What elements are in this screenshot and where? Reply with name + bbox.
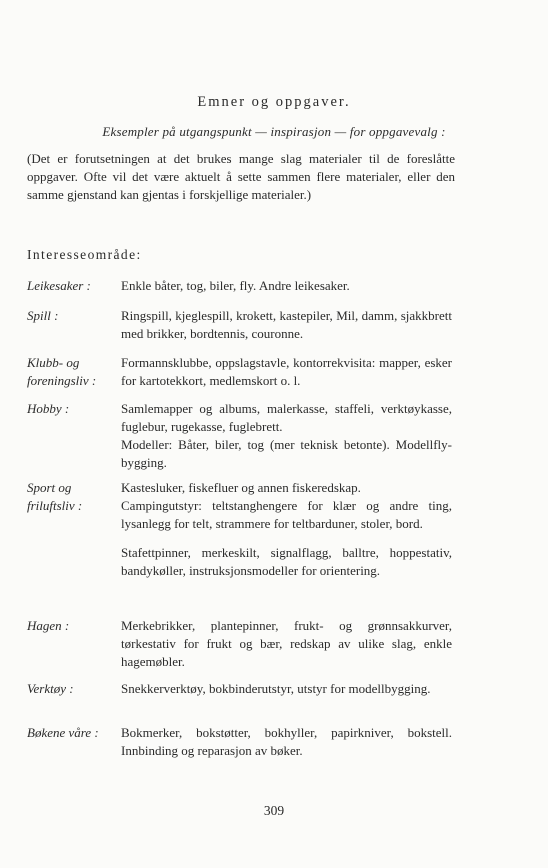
page-subheading: Eksempler på utgangspunkt — inspirasjon — for oppgavevalg :	[102, 124, 446, 139]
entry-paragraph: Modeller: Båter, biler, tog (mer teknisk betonte). Modellfly-bygging.	[121, 437, 452, 470]
entry-paragraph: Merkebrikker, plantepinner, frukt- og grønnsakkurver, tørkestativ for frukt og bær, redskap av ulike slag, enkle hagemøbler.	[121, 618, 452, 669]
page-heading: Emner og oppgaver.	[197, 94, 351, 110]
entry-content	[121, 307, 452, 343]
entry-paragraph: Bokmerker, bokstøtter, bokhyller, papirkniver, bokstell. Innbinding og reparasjon av bøker.	[121, 725, 452, 758]
entry-paragraph: Stafettpinner, merkeskilt, signalflagg, balltre, hoppestativ, bandykøller, instruksjonsmodeller for orientering.	[121, 545, 452, 578]
entry-content	[121, 617, 452, 671]
page-number: 309	[263, 803, 285, 818]
entry-content	[121, 400, 452, 472]
entry-paragraph: Formannsklubbe, oppslagstavle, kontorrekvisita: mapper, esker for kartotekkort, medlemskort o. l.	[121, 355, 452, 388]
entry-label: Sport og friluftsliv :	[27, 480, 83, 513]
entry-content	[121, 724, 452, 760]
section-title: Interesseområde:	[27, 247, 142, 262]
entry-label: Leikesaker :	[27, 278, 91, 293]
entry-label: Klubb- og foreningsliv :	[27, 355, 97, 388]
entry-paragraph: Ringspill, kjeglespill, krokett, kastepiler, Mil, damm, sjakkbrett med brikker, bordtennis, couronne.	[121, 308, 452, 341]
entry-content	[121, 277, 452, 295]
entry-paragraph: Enkle båter, tog, biler, fly. Andre leikesaker.	[121, 278, 350, 293]
entry-paragraph: Samlemapper og albums, malerkasse, staffeli, verktøykasse, fuglebur, rugekasse, fuglebrett.	[121, 401, 452, 434]
entry-content	[121, 479, 452, 580]
intro-paragraph: (Det er forutsetningen at det brukes mange slag materialer til de foreslåtte oppgaver. Ofte vil det være aktuelt å sette sammen flere materialer, eller den samme gjenstand kan gjentas i forskjellige materialer.)	[27, 151, 455, 202]
entry-content	[121, 680, 452, 698]
entry-paragraph: Campingutstyr: teltstanghengere for klær og andre ting, lysanlegg for telt, strammere for teltbarduner, stoler, bord.	[121, 498, 452, 531]
entry-paragraph: Kastesluker, fiskefluer og annen fiskeredskap.	[121, 480, 361, 495]
entry-label: Hagen :	[27, 618, 70, 633]
entry-content	[121, 354, 452, 390]
entry-paragraph: Snekkerverktøy, bokbinderutstyr, utstyr for modellbygging.	[121, 681, 431, 696]
entry-label: Verktøy :	[27, 681, 74, 696]
entry-label: Spill :	[27, 308, 59, 323]
entry-label: Bøkene våre :	[27, 725, 99, 740]
entry-label: Hobby :	[27, 401, 70, 416]
